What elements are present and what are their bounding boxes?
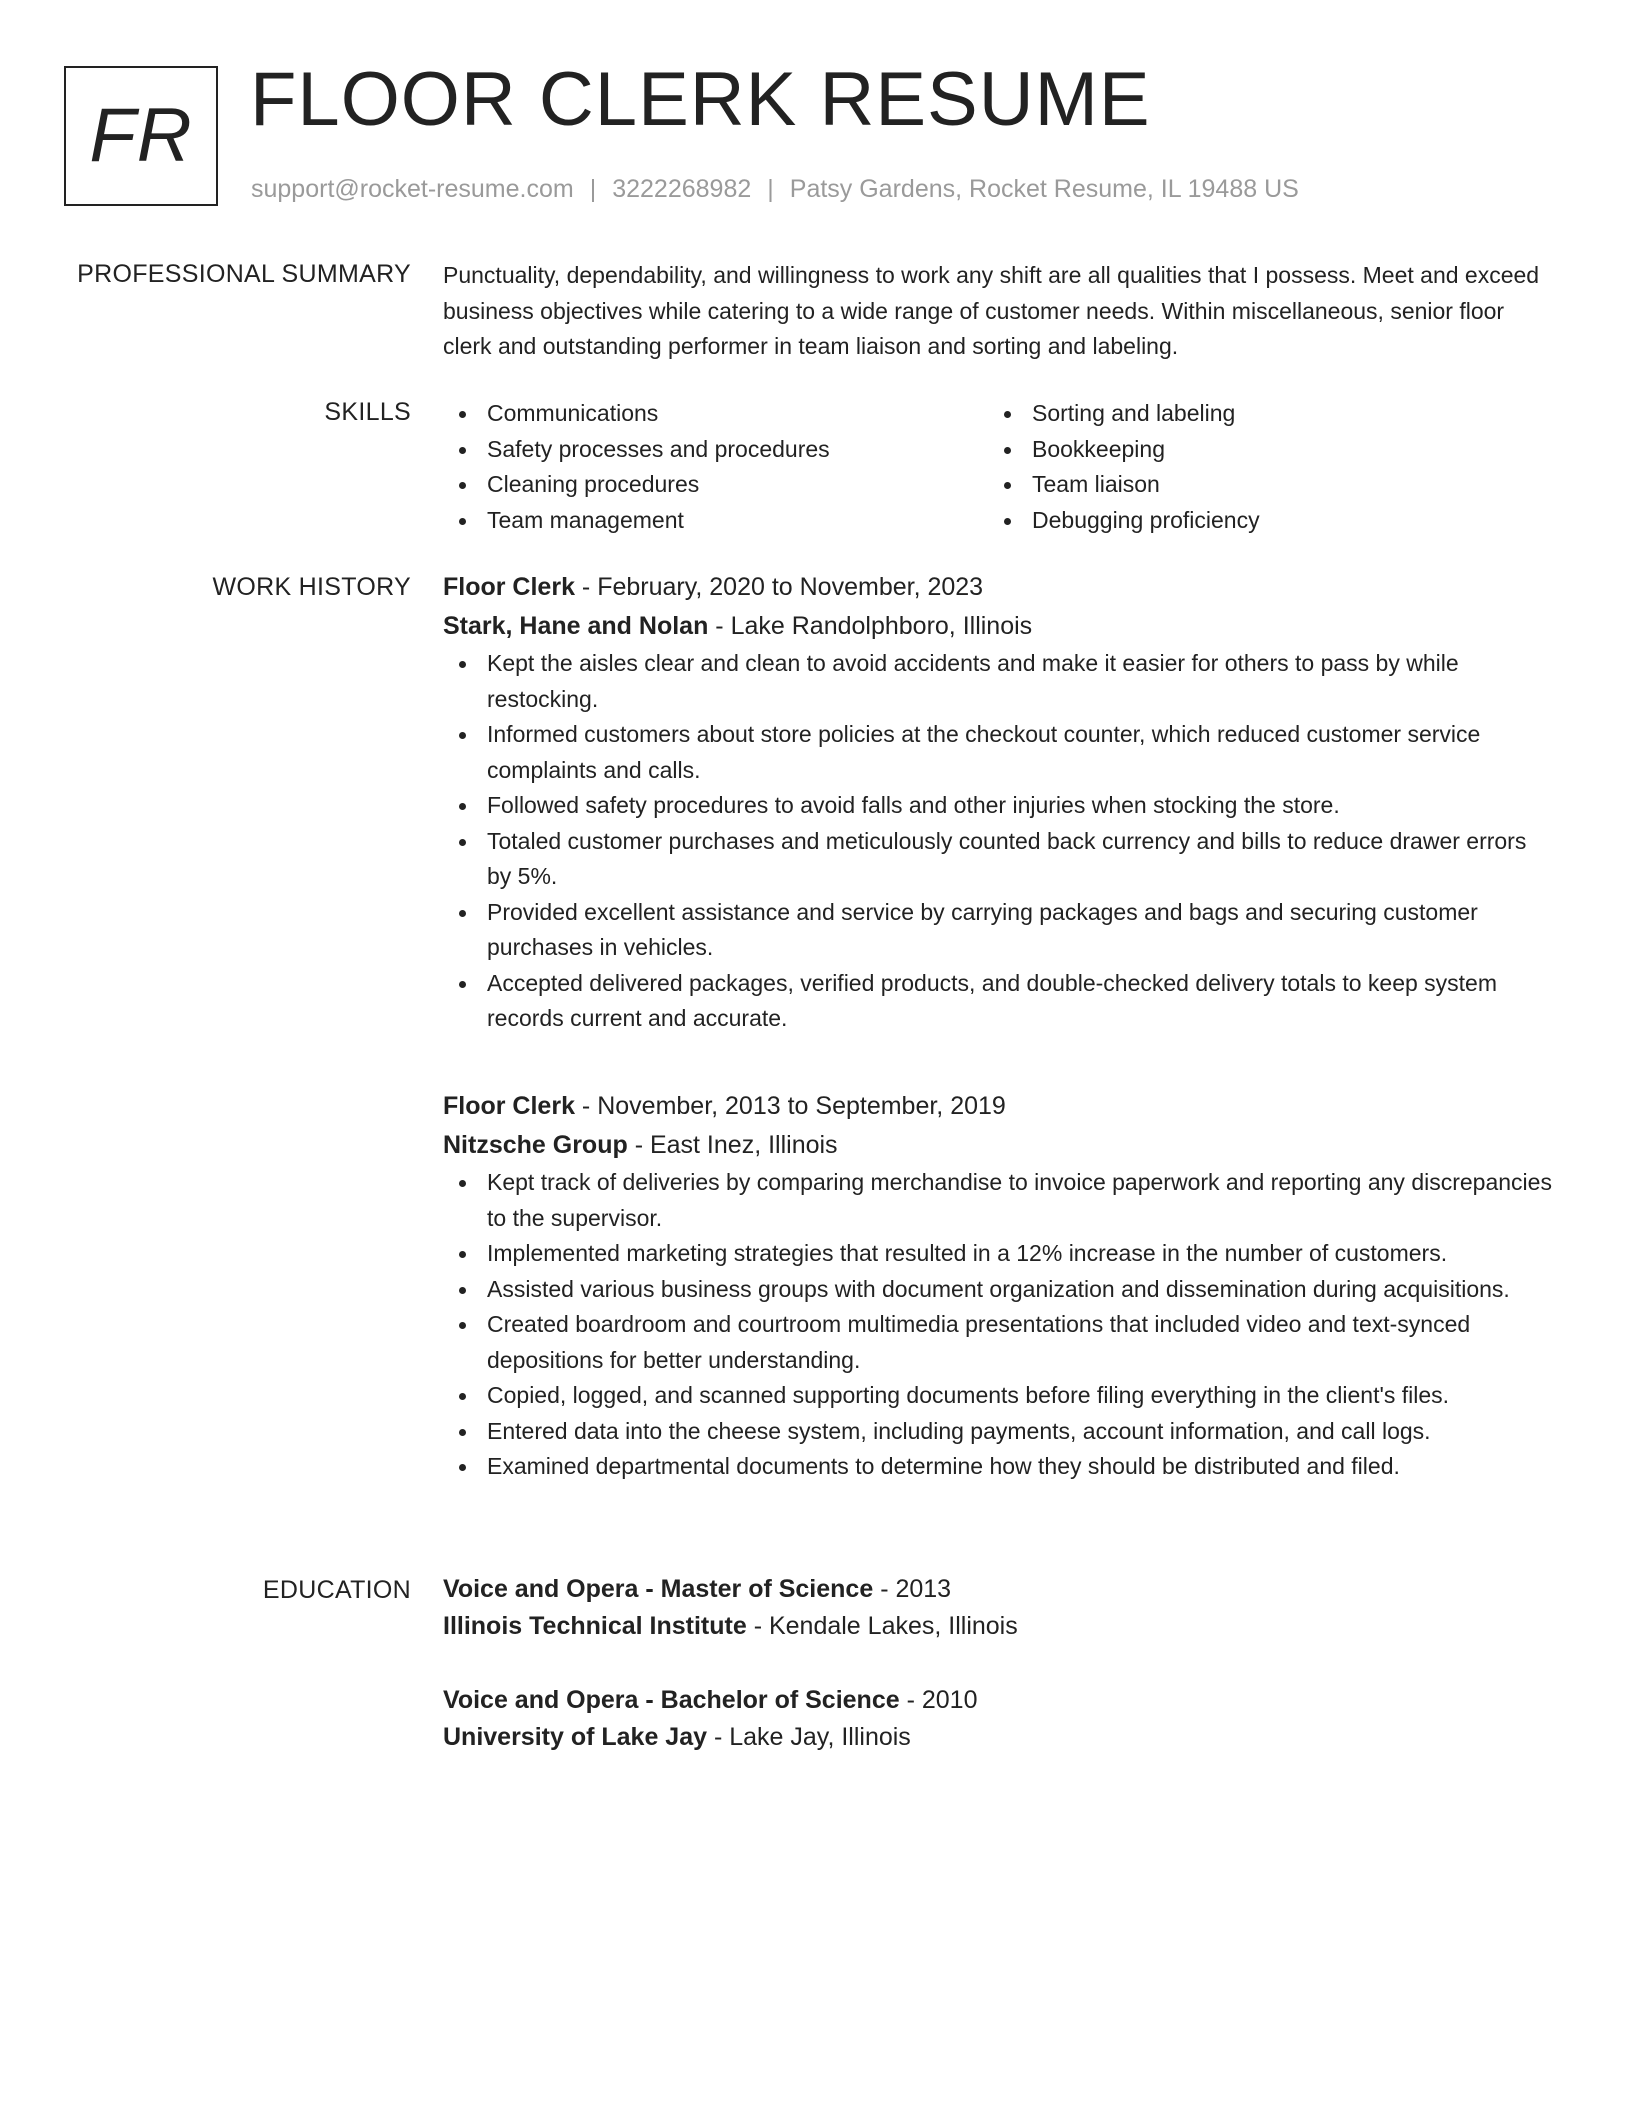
education-entry bbox=[443, 1682, 1555, 1756]
job-title-line bbox=[443, 568, 1555, 607]
job-title: Floor Clerk bbox=[443, 1092, 575, 1120]
degree-name: Voice and Opera - Master of Science bbox=[443, 1575, 874, 1603]
skill-item: Bookkeeping bbox=[988, 432, 1533, 468]
job-bullet: Examined departmental documents to determine how they should be distributed and filed. bbox=[443, 1449, 1555, 1485]
job-bullet: Assisted various business groups with document organization and dissemination during acquisitions. bbox=[443, 1272, 1555, 1308]
job-bullet-list bbox=[443, 646, 1555, 1037]
job-dates: - November, 2013 to September, 2019 bbox=[574, 1092, 1006, 1120]
job-company: Stark, Hane and Nolan bbox=[443, 612, 709, 640]
job-bullet: Totaled customer purchases and meticulously counted back currency and bills to reduce drawer errors by 5%. bbox=[443, 824, 1555, 895]
degree-year: - 2010 bbox=[899, 1686, 978, 1714]
skill-item: Sorting and labeling bbox=[988, 396, 1533, 432]
resume-title: FLOOR CLERK RESUME bbox=[250, 57, 1151, 142]
contact-phone: 3222268982 bbox=[612, 175, 752, 203]
job-dates: - February, 2020 to November, 2023 bbox=[574, 573, 984, 601]
skill-item: Team management bbox=[443, 503, 988, 539]
monogram-initials: FR bbox=[89, 93, 193, 178]
contact-separator: | bbox=[589, 175, 597, 203]
education-entry bbox=[443, 1571, 1555, 1645]
school-name: University of Lake Jay bbox=[443, 1723, 708, 1751]
job-bullet: Entered data into the cheese system, including payments, account information, and call logs. bbox=[443, 1414, 1555, 1450]
degree-year: - 2013 bbox=[873, 1575, 952, 1603]
job-bullet: Implemented marketing strategies that resulted in a 12% increase in the number of customers. bbox=[443, 1236, 1555, 1272]
school-line bbox=[443, 1719, 1555, 1756]
degree-name: Voice and Opera - Bachelor of Science bbox=[443, 1686, 900, 1714]
job-entry bbox=[443, 568, 1555, 1037]
job-bullet: Kept track of deliveries by comparing merchandise to invoice paperwork and reporting any discrepancies to the supervisor. bbox=[443, 1165, 1555, 1236]
job-bullet: Informed customers about store policies at the checkout counter, which reduced customer service complaints and calls. bbox=[443, 717, 1555, 788]
job-bullet: Followed safety procedures to avoid falls and other injuries when stocking the store. bbox=[443, 788, 1555, 824]
job-company-line bbox=[443, 1126, 1555, 1165]
job-entry bbox=[443, 1087, 1555, 1485]
summary-content bbox=[443, 258, 1555, 365]
skills-content bbox=[443, 396, 1555, 538]
summary-text: Punctuality, dependability, and willingness to work any shift are all qualities that I possess. Meet and exceed business objectives while catering to a wide range of customer needs. Within miscellaneous, senior floor clerk and outstanding performer in team liaison and sorting and labeling. bbox=[443, 262, 1540, 359]
skills-grid bbox=[443, 396, 1555, 538]
job-title-line bbox=[443, 1087, 1555, 1126]
job-company-line bbox=[443, 607, 1555, 646]
job-bullet: Kept the aisles clear and clean to avoid accidents and make it easier for others to pass by while restocking. bbox=[443, 646, 1555, 717]
job-location: - East Inez, Illinois bbox=[627, 1131, 838, 1159]
skill-item: Team liaison bbox=[988, 467, 1533, 503]
skill-item: Safety processes and procedures bbox=[443, 432, 988, 468]
job-bullet: Created boardroom and courtroom multimedia presentations that included video and text-synced depositions for better understanding. bbox=[443, 1307, 1555, 1378]
skill-item: Communications bbox=[443, 396, 988, 432]
work-history-heading: WORK HISTORY bbox=[212, 573, 411, 601]
job-company: Nitzsche Group bbox=[443, 1131, 628, 1159]
skill-item: Cleaning procedures bbox=[443, 467, 988, 503]
skills-right-list bbox=[988, 396, 1533, 538]
degree-line bbox=[443, 1682, 1555, 1719]
contact-separator: | bbox=[767, 175, 774, 203]
education-heading: EDUCATION bbox=[262, 1576, 411, 1604]
school-location: - Kendale Lakes, Illinois bbox=[746, 1612, 1018, 1640]
job-location: - Lake Randolphboro, Illinois bbox=[708, 612, 1033, 640]
job-bullet: Copied, logged, and scanned supporting documents before filing everything in the client's files. bbox=[443, 1378, 1555, 1414]
job-bullet-list bbox=[443, 1165, 1555, 1485]
contact-line bbox=[251, 174, 1299, 204]
school-name: Illinois Technical Institute bbox=[443, 1612, 747, 1640]
summary-heading: PROFESSIONAL SUMMARY bbox=[77, 260, 411, 288]
skills-heading: SKILLS bbox=[324, 398, 411, 426]
school-location: - Lake Jay, Illinois bbox=[707, 1723, 911, 1751]
job-bullet: Accepted delivered packages, verified products, and double-checked delivery totals to keep system records current and accurate. bbox=[443, 966, 1555, 1037]
skills-left-list bbox=[443, 396, 988, 538]
skill-item: Debugging proficiency bbox=[988, 503, 1533, 539]
school-line bbox=[443, 1608, 1555, 1645]
monogram-box bbox=[64, 66, 218, 206]
contact-address: Patsy Gardens, Rocket Resume, IL 19488 US bbox=[789, 175, 1299, 203]
degree-line bbox=[443, 1571, 1555, 1608]
contact-email: support@rocket-resume.com bbox=[251, 175, 574, 203]
job-bullet: Provided excellent assistance and service by carrying packages and bags and securing customer purchases in vehicles. bbox=[443, 895, 1555, 966]
job-title: Floor Clerk bbox=[443, 573, 575, 601]
